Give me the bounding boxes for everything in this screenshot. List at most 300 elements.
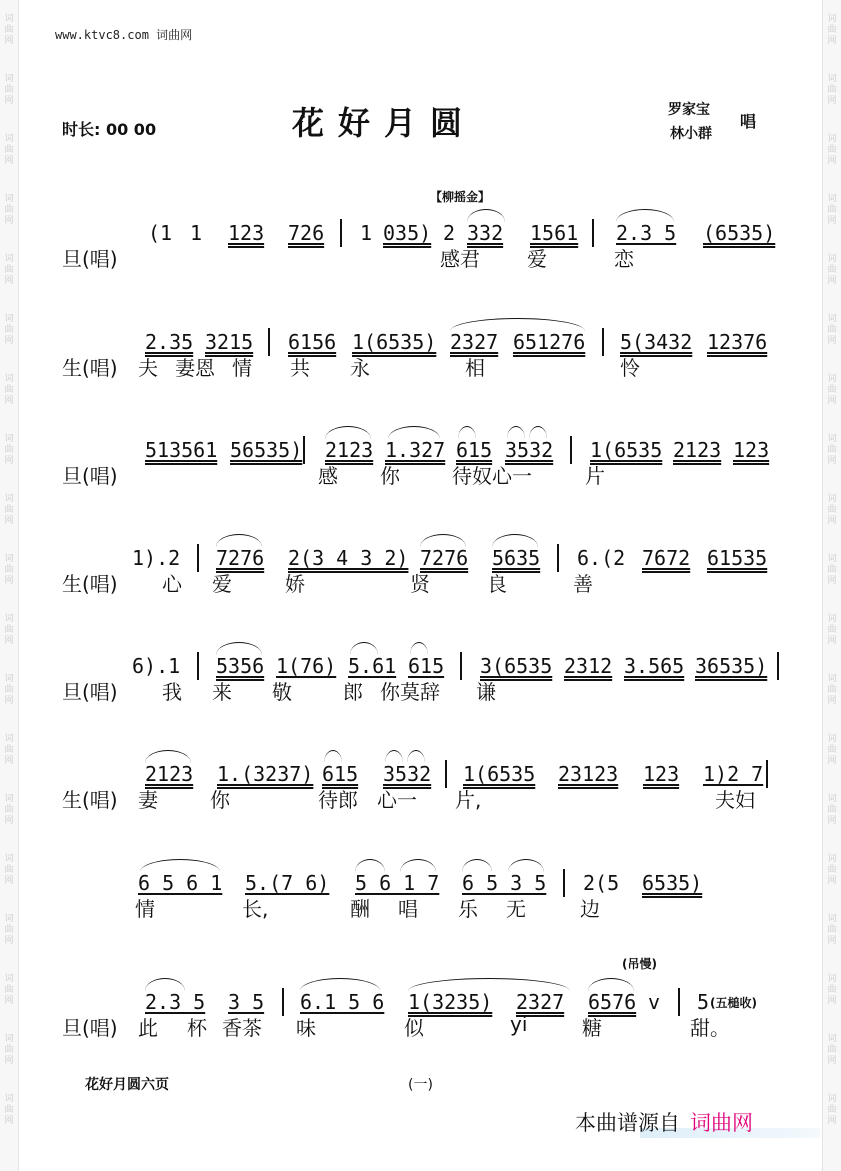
lyric: 爱 bbox=[527, 247, 547, 271]
note-group: 1 bbox=[360, 221, 373, 245]
watermark-glyph: 网 bbox=[827, 695, 837, 706]
note-group: 5635 bbox=[492, 546, 541, 570]
watermark-glyph: 曲 bbox=[827, 384, 837, 395]
watermark-glyphs bbox=[823, 1080, 841, 1140]
watermark-glyph: 曲 bbox=[4, 1044, 14, 1055]
watermark-glyph: 网 bbox=[827, 935, 837, 946]
watermark-glyph: 曲 bbox=[4, 24, 14, 35]
lyric: 情 bbox=[232, 356, 252, 380]
lyric: 此 bbox=[138, 1016, 158, 1040]
watermark-glyph: 网 bbox=[827, 755, 837, 766]
watermark-glyph: 网 bbox=[4, 695, 14, 706]
role-label: 旦(唱) bbox=[62, 247, 118, 271]
score-row-1 bbox=[0, 205, 841, 297]
watermark-glyph: 曲 bbox=[4, 804, 14, 815]
watermark-glyph: 词 bbox=[4, 553, 14, 564]
slur bbox=[216, 534, 262, 547]
note-group: 2 bbox=[443, 221, 456, 245]
lyrics-line bbox=[0, 893, 841, 923]
watermark-glyph: 网 bbox=[4, 575, 14, 586]
note-group: 1).2 bbox=[132, 546, 181, 570]
role-label: 生(唱) bbox=[62, 572, 118, 596]
watermark-glyph: 词 bbox=[827, 313, 837, 324]
watermark-glyph: 曲 bbox=[4, 384, 14, 395]
sing-label: 唱 bbox=[740, 112, 757, 131]
lyric: 你莫辞 bbox=[380, 680, 440, 704]
watermark-glyph: 网 bbox=[4, 515, 14, 526]
watermark-glyph: 词 bbox=[4, 493, 14, 504]
lyric: 片 bbox=[585, 464, 605, 488]
watermark-glyph: 网 bbox=[827, 1055, 837, 1066]
watermark-glyph: 词 bbox=[827, 253, 837, 264]
watermark-glyph: 曲 bbox=[827, 264, 837, 275]
watermark-glyph: 曲 bbox=[827, 1104, 837, 1115]
lyric: 恋 bbox=[614, 247, 634, 271]
watermark-glyph: 曲 bbox=[827, 924, 837, 935]
watermark-glyph: 曲 bbox=[4, 864, 14, 875]
lyric: 边 bbox=[580, 897, 600, 921]
slur bbox=[388, 426, 440, 439]
slur bbox=[324, 750, 342, 763]
watermark-glyph: 词 bbox=[4, 373, 14, 384]
lyric: 长, bbox=[242, 897, 269, 921]
note-group: 1(6535 bbox=[590, 438, 663, 462]
lyric: 心 bbox=[162, 572, 182, 596]
watermark-glyph: 词 bbox=[4, 793, 14, 804]
watermark-glyph: 网 bbox=[827, 875, 837, 886]
lyric: 乐 bbox=[458, 897, 478, 921]
watermark-glyph: 曲 bbox=[827, 444, 837, 455]
watermark-glyph: 词 bbox=[827, 493, 837, 504]
lyric: 娇 bbox=[285, 572, 305, 596]
watermark-glyph: 网 bbox=[4, 1115, 14, 1126]
watermark-glyph: 词 bbox=[827, 1093, 837, 1104]
watermark-glyphs bbox=[823, 0, 841, 60]
note-group: 1.(3237) bbox=[217, 762, 314, 786]
role-label: 旦(唱) bbox=[62, 1016, 118, 1040]
watermark-glyph: 网 bbox=[4, 455, 14, 466]
watermark-glyph: 曲 bbox=[827, 1044, 837, 1055]
lyric: 夫 bbox=[138, 356, 158, 380]
site-url[interactable]: www.ktvc8.com 词曲网 bbox=[55, 28, 193, 42]
slur bbox=[588, 978, 634, 991]
singer-1: 罗家宝 bbox=[668, 102, 710, 118]
score-row-7 bbox=[0, 855, 841, 947]
watermark-glyph: 词 bbox=[4, 1093, 14, 1104]
note-group: 3532 bbox=[383, 762, 432, 786]
watermark-glyph: 词 bbox=[4, 313, 14, 324]
lyrics-line bbox=[0, 1012, 841, 1042]
note-group: 5.(7 6) bbox=[245, 871, 330, 895]
slur bbox=[300, 978, 380, 991]
note-group: 36535) bbox=[695, 654, 768, 678]
watermark-glyph: 曲 bbox=[827, 24, 837, 35]
watermark-glyph: 曲 bbox=[827, 504, 837, 515]
watermark-glyph: 网 bbox=[4, 935, 14, 946]
watermark-glyph: 网 bbox=[4, 335, 14, 346]
watermark-glyph: 网 bbox=[827, 95, 837, 106]
slur bbox=[145, 978, 185, 991]
note-group: 6 5 3 5 bbox=[462, 871, 547, 895]
slur bbox=[355, 859, 385, 872]
watermark-glyph: 曲 bbox=[827, 564, 837, 575]
note-group: 7276 bbox=[420, 546, 469, 570]
breath-mark: v bbox=[648, 990, 661, 1014]
watermark-glyph: 词 bbox=[827, 373, 837, 384]
score-row-2 bbox=[0, 314, 841, 406]
watermark-glyph: 网 bbox=[4, 995, 14, 1006]
watermark-glyph: 网 bbox=[4, 395, 14, 406]
score-row-3 bbox=[0, 422, 841, 514]
lyric: 无 bbox=[506, 897, 526, 921]
note-group: 2327 bbox=[516, 990, 565, 1014]
note-group: 3.565 bbox=[624, 654, 685, 678]
role-label: 旦(唱) bbox=[62, 464, 118, 488]
watermark-glyph: 曲 bbox=[827, 84, 837, 95]
watermark-glyph: 网 bbox=[4, 215, 14, 226]
lyric: 永 bbox=[350, 356, 370, 380]
note-group: 3(6535 bbox=[480, 654, 553, 678]
slur bbox=[145, 750, 191, 763]
note-group: 3215 bbox=[205, 330, 254, 354]
watermark-glyph: 网 bbox=[4, 155, 14, 166]
note-group: 56535) bbox=[230, 438, 303, 462]
note-group: 61535 bbox=[707, 546, 768, 570]
lyric: 你 bbox=[210, 788, 230, 812]
lyrics-line bbox=[0, 460, 841, 490]
duration-label: 时长: 00 00 bbox=[62, 120, 157, 139]
note-group: 2.3 5 bbox=[145, 990, 206, 1014]
watermark-glyph: 词 bbox=[4, 1033, 14, 1044]
note-group: 12376 bbox=[707, 330, 768, 354]
slur bbox=[616, 209, 674, 222]
slur bbox=[458, 426, 476, 439]
note-group: 123 bbox=[643, 762, 680, 786]
note-group: (6535) bbox=[703, 221, 776, 245]
footer-title: 花好月圆六页 bbox=[85, 1077, 169, 1093]
watermark-glyph: 词 bbox=[827, 1033, 837, 1044]
note-group: 1 bbox=[190, 221, 203, 245]
lyric: 郎 bbox=[343, 680, 363, 704]
lyric: 情 bbox=[135, 897, 155, 921]
watermark-glyph: 网 bbox=[827, 35, 837, 46]
note-group: 615 bbox=[322, 762, 359, 786]
note-group: 1(3235) bbox=[408, 990, 493, 1014]
lyric: 善 bbox=[573, 572, 593, 596]
slur bbox=[400, 859, 436, 872]
score-row-4 bbox=[0, 530, 841, 622]
note-group: 2123 bbox=[145, 762, 194, 786]
lyric: 谦 bbox=[476, 680, 496, 704]
lyric: 敬 bbox=[272, 680, 292, 704]
lyrics-line bbox=[0, 243, 841, 273]
watermark-glyph: 曲 bbox=[827, 144, 837, 155]
role-label: 旦(唱) bbox=[62, 680, 118, 704]
watermark-glyph: 曲 bbox=[4, 324, 14, 335]
slur bbox=[450, 318, 585, 331]
watermark-glyph: 词 bbox=[4, 733, 14, 744]
slur bbox=[325, 426, 371, 439]
note-group: 7672 bbox=[642, 546, 691, 570]
source-brand-link[interactable]: 词曲网 bbox=[690, 1111, 753, 1135]
lyric: yi bbox=[510, 1012, 528, 1036]
watermark-glyph: 词 bbox=[827, 973, 837, 984]
watermark-glyph: 曲 bbox=[4, 84, 14, 95]
note-group: 1.327 bbox=[385, 438, 446, 462]
lyric: 唱 bbox=[398, 897, 418, 921]
lyric: 良 bbox=[487, 572, 507, 596]
lyric: 你 bbox=[380, 464, 400, 488]
watermark-glyph: 网 bbox=[827, 515, 837, 526]
slur bbox=[507, 426, 525, 439]
note-group: 123 bbox=[228, 221, 265, 245]
qupai-label: 【柳摇金】 bbox=[430, 190, 491, 204]
lyric: 来 bbox=[212, 680, 232, 704]
lyric: 似 bbox=[404, 1016, 424, 1040]
watermark-glyph: 词 bbox=[827, 793, 837, 804]
note-group: 615 bbox=[408, 654, 445, 678]
lyric: 感君 bbox=[440, 247, 480, 271]
watermark-glyph: 曲 bbox=[827, 204, 837, 215]
watermark-glyph: 曲 bbox=[827, 624, 837, 635]
slur bbox=[216, 642, 262, 655]
lyric: 相 bbox=[465, 356, 485, 380]
watermark-glyph: 曲 bbox=[827, 804, 837, 815]
watermark-glyph: 网 bbox=[827, 395, 837, 406]
score-row-6 bbox=[0, 746, 841, 838]
lyric: 味 bbox=[296, 1016, 316, 1040]
slur bbox=[462, 859, 492, 872]
watermark-glyph: 曲 bbox=[4, 144, 14, 155]
watermark-glyphs bbox=[0, 0, 18, 60]
note-group: 513561 bbox=[145, 438, 218, 462]
note-group: 2123 bbox=[673, 438, 722, 462]
watermark-glyph: 网 bbox=[4, 275, 14, 286]
watermark-glyph: 曲 bbox=[827, 864, 837, 875]
watermark-glyph: 曲 bbox=[4, 444, 14, 455]
note-group: 6156 bbox=[288, 330, 337, 354]
lyrics-line bbox=[0, 568, 841, 598]
note-group: 726 bbox=[288, 221, 325, 245]
watermark-glyph: 词 bbox=[827, 133, 837, 144]
note-group: 123 bbox=[733, 438, 770, 462]
note-group: 6).1 bbox=[132, 654, 181, 678]
note-group: 2(3 4 3 2) bbox=[288, 546, 409, 570]
slur bbox=[467, 209, 505, 222]
slur bbox=[410, 642, 428, 655]
watermark-glyph: 网 bbox=[4, 1055, 14, 1066]
slur bbox=[407, 750, 425, 763]
score-row-5 bbox=[0, 635, 841, 730]
lyric: 心一 bbox=[377, 788, 417, 812]
watermark-glyph: 网 bbox=[827, 335, 837, 346]
note-group: 6 5 6 1 bbox=[138, 871, 223, 895]
lyrics-line bbox=[0, 673, 841, 706]
lyric: 糖 bbox=[582, 1016, 602, 1040]
watermark-glyph: 网 bbox=[827, 1115, 837, 1126]
watermark-glyph: 曲 bbox=[4, 744, 14, 755]
note-group: 6.1 5 6 bbox=[300, 990, 385, 1014]
watermark-glyph: 词 bbox=[4, 193, 14, 204]
note-group: 6535) bbox=[642, 871, 703, 895]
lyrics-line bbox=[0, 784, 841, 814]
singers bbox=[668, 98, 712, 146]
watermark-glyph: 词 bbox=[827, 673, 837, 684]
watermark-glyph: 网 bbox=[827, 995, 837, 1006]
lyric: 酬 bbox=[350, 897, 370, 921]
watermark-glyph: 词 bbox=[4, 73, 14, 84]
source-text: 本曲谱源自 bbox=[575, 1111, 680, 1135]
note-group: 2312 bbox=[564, 654, 613, 678]
watermark-glyph: 词 bbox=[4, 673, 14, 684]
watermark-glyphs bbox=[823, 60, 841, 120]
watermark-glyph: 网 bbox=[4, 95, 14, 106]
score-row-8 bbox=[0, 974, 841, 1066]
singer-2: 林小群 bbox=[670, 126, 712, 142]
watermark-glyph: 词 bbox=[4, 13, 14, 24]
watermark-glyph: 网 bbox=[4, 815, 14, 826]
watermark-glyph: 曲 bbox=[4, 204, 14, 215]
watermark-glyph: 网 bbox=[827, 815, 837, 826]
watermark-glyph: 曲 bbox=[4, 624, 14, 635]
lyric: 怜 bbox=[620, 356, 640, 380]
note-group: 332 bbox=[467, 221, 504, 245]
lyric: 片, bbox=[455, 788, 482, 812]
watermark-glyph: 网 bbox=[827, 635, 837, 646]
slur bbox=[508, 859, 544, 872]
note-group: 1)2 7 bbox=[703, 762, 764, 786]
watermark-glyph: 曲 bbox=[4, 684, 14, 695]
note-group: 5 6 1 7 bbox=[355, 871, 440, 895]
watermark-glyphs bbox=[0, 1080, 18, 1140]
watermark-glyph: 词 bbox=[4, 433, 14, 444]
watermark-glyph: 网 bbox=[827, 215, 837, 226]
watermark-glyph: 词 bbox=[827, 613, 837, 624]
note-group: 5(3432 bbox=[620, 330, 693, 354]
watermark-glyph: 词 bbox=[4, 613, 14, 624]
note-group: 5 bbox=[697, 990, 710, 1014]
note-group: (1 bbox=[148, 221, 173, 245]
watermark-glyph: 曲 bbox=[827, 984, 837, 995]
slur bbox=[529, 426, 547, 439]
watermark-glyph: 曲 bbox=[4, 1104, 14, 1115]
lyric: 感 bbox=[318, 464, 338, 488]
lyric: 贤 bbox=[410, 572, 430, 596]
watermark-glyph: 曲 bbox=[827, 324, 837, 335]
note-group: 1561 bbox=[530, 221, 579, 245]
note-group: 6.(2 bbox=[577, 546, 626, 570]
watermark-glyph: 曲 bbox=[4, 924, 14, 935]
note-group: 2.35 bbox=[145, 330, 194, 354]
watermark-glyph: 网 bbox=[4, 755, 14, 766]
watermark-glyphs bbox=[0, 120, 18, 180]
lyric: 我 bbox=[162, 680, 182, 704]
watermark-glyph: 曲 bbox=[4, 984, 14, 995]
lyric: 共 bbox=[290, 356, 310, 380]
note-group: 1(6535) bbox=[352, 330, 437, 354]
watermark-glyph: 词 bbox=[4, 253, 14, 264]
watermark-glyph: 曲 bbox=[827, 684, 837, 695]
lyric: 妻 bbox=[138, 788, 158, 812]
watermark-glyph: 网 bbox=[827, 575, 837, 586]
watermark-glyph: 词 bbox=[827, 853, 837, 864]
note-group: 035) bbox=[383, 221, 432, 245]
watermark-glyph: 词 bbox=[827, 193, 837, 204]
note-group: 651276 bbox=[513, 330, 586, 354]
tempo-mark: (吊慢) bbox=[622, 957, 657, 971]
lyric: 甜。 bbox=[690, 1016, 730, 1040]
watermark-glyph: 词 bbox=[827, 13, 837, 24]
note-group: 1(6535 bbox=[463, 762, 536, 786]
watermark-glyph: 网 bbox=[4, 35, 14, 46]
watermark-glyphs bbox=[823, 120, 841, 180]
note-group: 3 5 bbox=[228, 990, 265, 1014]
note-group: 6576 bbox=[588, 990, 637, 1014]
watermark-glyph: 曲 bbox=[827, 744, 837, 755]
note-group: 5.61 bbox=[348, 654, 397, 678]
slur bbox=[492, 534, 538, 547]
note-group: 23123 bbox=[558, 762, 619, 786]
slur bbox=[140, 859, 220, 872]
note-group: 1(76) bbox=[276, 654, 337, 678]
watermark-glyph: 网 bbox=[827, 275, 837, 286]
ending-mark: (五槌收) bbox=[710, 996, 757, 1010]
slur bbox=[350, 642, 378, 655]
note-group: 7276 bbox=[216, 546, 265, 570]
watermark-glyph: 网 bbox=[4, 635, 14, 646]
lyric: 爱 bbox=[212, 572, 232, 596]
note-group: 3532 bbox=[505, 438, 554, 462]
watermark-glyph: 词 bbox=[4, 973, 14, 984]
note-group: 615 bbox=[456, 438, 493, 462]
note-group: 2(5 bbox=[583, 871, 620, 895]
lyric: 香茶 bbox=[222, 1016, 262, 1040]
watermark-glyph: 词 bbox=[827, 73, 837, 84]
watermark-glyph: 词 bbox=[827, 553, 837, 564]
page-number: (一) bbox=[408, 1077, 433, 1093]
lyric: 妻恩 bbox=[175, 356, 215, 380]
role-label: 生(唱) bbox=[62, 788, 118, 812]
watermark-glyph: 词 bbox=[827, 733, 837, 744]
slur bbox=[385, 750, 403, 763]
watermark-glyphs bbox=[0, 60, 18, 120]
lyric: 待郎 bbox=[318, 788, 358, 812]
watermark-glyph: 曲 bbox=[4, 264, 14, 275]
watermark-glyph: 词 bbox=[4, 853, 14, 864]
watermark-glyph: 网 bbox=[4, 875, 14, 886]
lyric: 夫妇 bbox=[715, 788, 755, 812]
watermark-glyph: 词 bbox=[4, 913, 14, 924]
song-title: 花好月圆 bbox=[292, 104, 477, 142]
watermark-glyph: 词 bbox=[827, 913, 837, 924]
watermark-glyph: 曲 bbox=[4, 564, 14, 575]
watermark-glyph: 词 bbox=[827, 433, 837, 444]
watermark-glyph: 网 bbox=[827, 155, 837, 166]
role-label: 生(唱) bbox=[62, 356, 118, 380]
watermark-glyph: 网 bbox=[827, 455, 837, 466]
slur bbox=[408, 978, 570, 991]
note-group: 2123 bbox=[325, 438, 374, 462]
source-credit bbox=[575, 1107, 753, 1137]
note-group: 5356 bbox=[216, 654, 265, 678]
watermark-glyph: 曲 bbox=[4, 504, 14, 515]
watermark-glyph: 词 bbox=[4, 133, 14, 144]
note-group: 2.3 5 bbox=[616, 221, 677, 245]
slur bbox=[420, 534, 466, 547]
lyric: 待奴心一 bbox=[452, 464, 532, 488]
note-group: 2327 bbox=[450, 330, 499, 354]
lyric: 杯 bbox=[187, 1016, 207, 1040]
